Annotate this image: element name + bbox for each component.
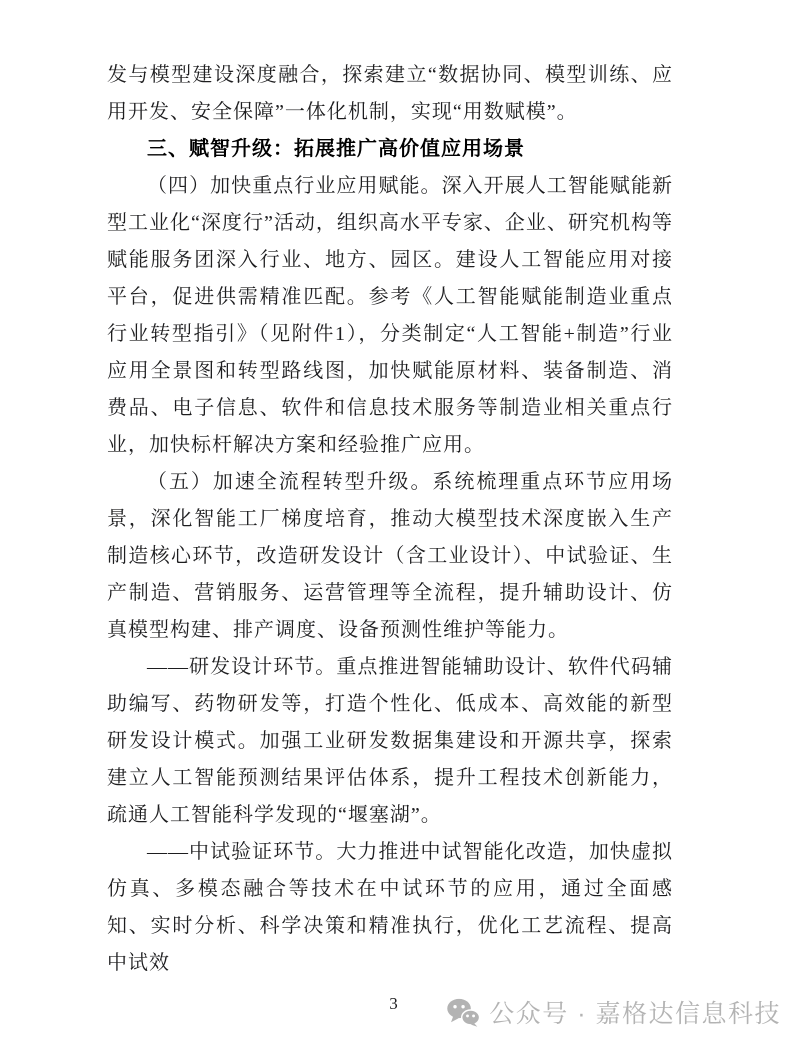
paragraph-pilot-verification: ——中试验证环节。大力推进中试智能化改造，加快虚拟仿真、多模态融合等技术在中试环节的应用，通过全面感知、实时分析、科学决策和精准执行，优化工艺流程、提高中试效 (107, 841, 673, 974)
section-heading: 三、赋智升级：拓展推广高价值应用场景 (147, 138, 525, 160)
watermark (447, 994, 781, 1030)
watermark-text: 公众号 · 嘉格达信息科技 (489, 1000, 781, 1028)
paragraph-rd-design: ——研发设计环节。重点推进智能辅助设计、软件代码辅助编写、药物研发等，打造个性化、低成本、高效能的新型研发设计模式。加强工业研发数据集建设和开源共享，探索建立人工智能预测结果评估体系，提升工程技术创新能力，疏通人工智能科学发现的“堰塞湖”。 (107, 656, 673, 826)
paragraph-item-four: （四）加快重点行业应用赋能。深入开展人工智能赋能新型工业化“深度行”活动，组织高水平专家、企业、研究机构等赋能服务团深入行业、地方、园区。建设人工智能应用对接平台，促进供需精准匹配。参考《人工智能赋能制造业重点行业转型指引》（见附件1），分类制定“人工智能+制造”行业应用全景图和转型路线图，加快赋能原材料、装备制造、消费品、电子信息、软件和信息技术服务等制造业相关重点行业，加快标杆解决方案和经验推广应用。 (107, 175, 673, 456)
document-body (107, 57, 673, 982)
wechat-icon (447, 998, 480, 1027)
paragraph-item-five: （五）加速全流程转型升级。系统梳理重点环节应用场景，深化智能工厂梯度培育，推动大模型技术深度嵌入生产制造核心环节，改造研发设计（含工业设计）、中试验证、生产制造、营销服务、运营管理等全流程，提升辅助设计、仿真模型构建、排产调度、设备预测性维护等能力。 (107, 471, 673, 641)
paragraph-continuation: 发与模型建设深度融合，探索建立“数据协同、模型训练、应用开发、安全保障”一体化机制，实现“用数赋模”。 (107, 64, 673, 123)
page-number: 3 (389, 994, 398, 1013)
